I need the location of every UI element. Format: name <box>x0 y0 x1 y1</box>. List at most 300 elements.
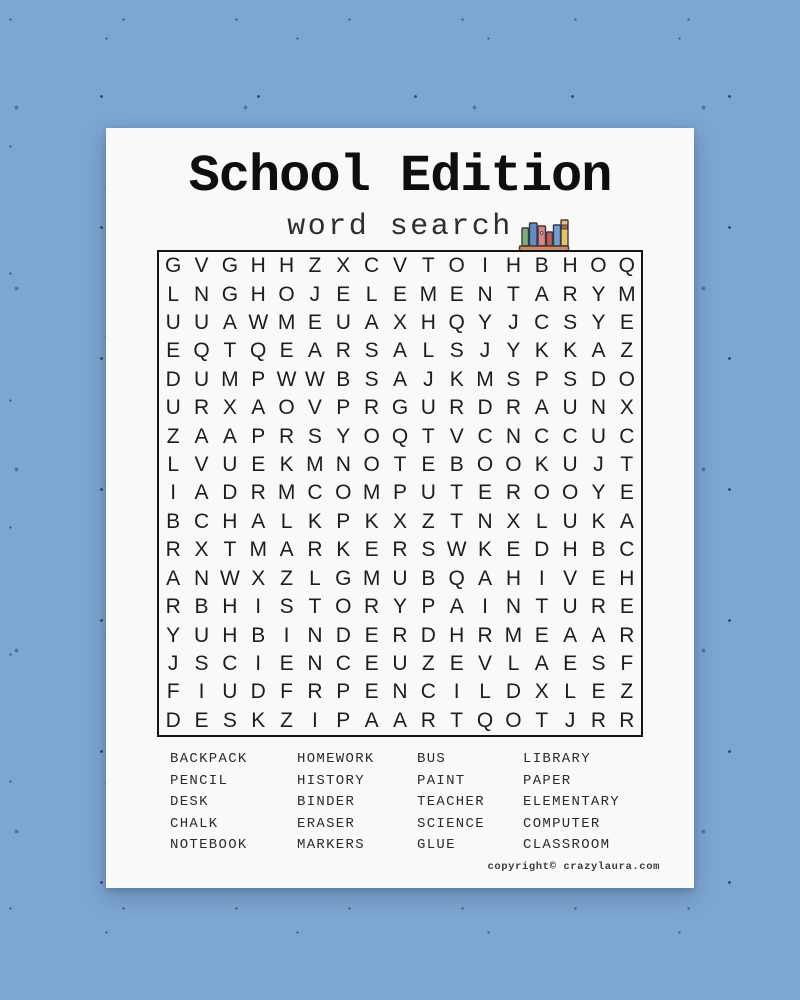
grid-letter: N <box>193 566 210 590</box>
copyright-text: copyright© crazylaura.com <box>487 861 660 873</box>
grid-letter: T <box>223 339 237 363</box>
grid-letter: U <box>335 311 351 335</box>
grid-letter: Z <box>280 708 293 732</box>
grid-letter: U <box>562 396 578 420</box>
grid-letter: R <box>619 623 635 647</box>
word-item: ERASER <box>297 815 356 832</box>
grid-letter: E <box>591 680 606 704</box>
grid-letter: E <box>279 651 294 675</box>
grid-letter: E <box>619 481 634 505</box>
word-item: PENCIL <box>170 772 229 789</box>
worksheet-paper <box>106 128 694 888</box>
grid-letter: L <box>422 339 435 363</box>
grid-letter: M <box>221 367 239 391</box>
grid-letter: X <box>194 538 209 562</box>
grid-letter: U <box>193 311 210 335</box>
grid-letter: P <box>336 509 351 533</box>
word-item: CHALK <box>170 815 219 832</box>
grid-letter: K <box>279 453 294 477</box>
grid-letter: X <box>222 396 237 420</box>
grid-letter: D <box>420 623 436 647</box>
grid-letter: N <box>307 651 323 675</box>
grid-letter: K <box>307 509 322 533</box>
grid-letter: R <box>420 708 436 732</box>
grid-letter: E <box>619 311 634 335</box>
word-item: SCIENCE <box>417 815 485 832</box>
grid-letter: E <box>194 708 209 732</box>
grid-letter: A <box>534 282 549 306</box>
grid-letter: Z <box>280 566 293 590</box>
grid-letter: N <box>590 396 607 420</box>
grid-letter: L <box>564 680 576 704</box>
grid-letter: S <box>506 367 521 391</box>
grid-letter: M <box>419 282 438 306</box>
grid-letter: N <box>392 680 408 704</box>
grid-letter: R <box>250 481 266 505</box>
grid-letter: H <box>222 623 238 647</box>
grid-letter: I <box>482 254 488 278</box>
grid-letter: W <box>446 538 467 562</box>
grid-letter: E <box>619 595 634 619</box>
grid-letter: C <box>619 424 635 448</box>
grid-letter: E <box>166 339 181 363</box>
word-item: BUS <box>417 751 447 767</box>
grid-letter: E <box>591 566 606 590</box>
grid-letter: L <box>365 282 378 306</box>
grid-letter: M <box>504 623 523 647</box>
grid-letter: O <box>618 367 635 391</box>
grid-letter: W <box>305 367 325 391</box>
grid-letter: V <box>449 424 464 448</box>
grid-letter: I <box>482 595 488 619</box>
grid-letter: D <box>477 396 493 420</box>
grid-letter: A <box>364 311 379 335</box>
grid-letter: H <box>505 566 521 590</box>
grid-letter: Q <box>448 311 465 335</box>
grid-letter: H <box>278 254 295 278</box>
grid-letter: R <box>505 396 521 420</box>
grid-letter: T <box>620 453 634 477</box>
grid-letter: J <box>508 311 519 335</box>
word-item: PAINT <box>417 772 466 789</box>
grid-letter: O <box>448 254 465 278</box>
grid-letter: T <box>535 595 549 619</box>
grid-letter: O <box>335 481 352 505</box>
grid-letter: Z <box>421 651 435 675</box>
grid-letter: S <box>364 367 379 391</box>
grid-letter: E <box>364 651 379 675</box>
grid-letter: R <box>562 282 578 306</box>
grid-letter: R <box>619 708 635 732</box>
grid-letter: A <box>449 595 464 619</box>
grid-letter: E <box>563 651 578 675</box>
grid-letter: E <box>392 282 407 306</box>
grid-letter: N <box>335 453 351 477</box>
grid-letter: M <box>277 481 296 505</box>
grid-letter: N <box>505 595 521 619</box>
grid-letter: S <box>591 651 606 675</box>
grid-letter: D <box>165 708 181 732</box>
grid-letter: X <box>392 311 407 335</box>
grid-letter: F <box>166 680 180 704</box>
grid-letter: E <box>279 339 294 363</box>
grid-letter: T <box>535 708 549 732</box>
grid-letter: R <box>335 339 351 363</box>
grid-letter: C <box>222 651 238 675</box>
grid-letter: Y <box>506 339 521 363</box>
grid-letter: O <box>561 481 579 505</box>
grid-letter: Y <box>591 282 606 306</box>
grid-letter: C <box>619 538 635 562</box>
grid-letter: A <box>392 339 407 363</box>
grid-letter: D <box>222 481 238 505</box>
grid-letter: O <box>590 254 607 278</box>
bookshelf-icon <box>518 212 570 254</box>
grid-letter: L <box>479 680 491 704</box>
grid-letter: O <box>533 481 550 505</box>
grid-letter: O <box>476 453 494 477</box>
word-list <box>170 749 620 857</box>
grid-letter: D <box>505 680 521 704</box>
grid-letter: H <box>505 254 521 278</box>
grid-letter: L <box>167 282 180 306</box>
word-item: HOMEWORK <box>297 751 375 767</box>
grid-letter: K <box>449 367 464 391</box>
grid-letter: T <box>393 453 407 477</box>
grid-letter: C <box>335 651 351 675</box>
grid-letter: L <box>507 651 520 675</box>
word-item: NOTEBOOK <box>170 837 248 853</box>
grid-letter: A <box>166 566 181 590</box>
grid-letter: K <box>563 339 578 363</box>
grid-letter: S <box>449 339 464 363</box>
grid-letter: P <box>336 396 351 420</box>
grid-letter: A <box>478 566 493 590</box>
grid-letter: Y <box>336 424 351 448</box>
grid-letter: K <box>364 509 379 533</box>
grid-letter: R <box>392 538 408 562</box>
grid-letter: A <box>563 623 578 647</box>
grid-letter: V <box>194 254 209 278</box>
grid-letter: E <box>534 623 549 647</box>
grid-letter: E <box>449 651 464 675</box>
grid-letter: N <box>505 424 521 448</box>
grid-letter: J <box>479 339 491 363</box>
grid-letter: C <box>420 680 436 704</box>
grid-letter: R <box>590 708 607 732</box>
grid-letter: A <box>279 538 294 562</box>
grid-letter: Z <box>620 339 634 363</box>
word-item: BACKPACK <box>170 751 248 767</box>
grid-letter: N <box>193 282 210 306</box>
grid-letter: H <box>449 623 465 647</box>
word-item: MARKERS <box>297 837 365 853</box>
grid-letter: T <box>308 595 322 619</box>
grid-letter: N <box>477 282 493 306</box>
word-item: HISTORY <box>297 772 365 789</box>
grid-letter: D <box>165 367 181 391</box>
grid-letter: E <box>364 538 379 562</box>
grid-letter: B <box>421 566 436 590</box>
grid-letter: M <box>306 453 324 477</box>
word-item: LIBRARY <box>523 751 591 767</box>
grid-letter: A <box>534 651 549 675</box>
grid-letter: A <box>251 396 266 420</box>
grid-letter: I <box>255 595 262 619</box>
word-item: COMPUTER <box>523 815 601 832</box>
grid-letter: M <box>362 481 381 505</box>
grid-letter: D <box>250 680 266 704</box>
grid-letter: H <box>562 538 578 562</box>
grid-letter: I <box>453 680 460 704</box>
word-list-column <box>523 749 620 857</box>
grid-letter: P <box>336 708 351 732</box>
grid-letter: L <box>309 566 321 590</box>
grid-letter: L <box>535 509 548 533</box>
grid-letter: C <box>534 311 550 335</box>
grid-letter: C <box>477 424 493 448</box>
grid-letter: U <box>193 623 210 647</box>
grid-letter: V <box>392 254 407 278</box>
grid-letter: P <box>251 424 266 448</box>
grid-letter: O <box>278 396 295 420</box>
grid-letter: X <box>506 509 521 533</box>
grid-letter: R <box>165 538 181 562</box>
grid-letter: T <box>421 424 435 448</box>
grid-letter: A <box>392 708 407 732</box>
word-list-column <box>170 749 297 857</box>
grid-letter: R <box>193 396 210 420</box>
word-list-column <box>417 749 523 857</box>
grid-letter: Y <box>392 595 407 619</box>
grid-letter: S <box>222 708 237 732</box>
grid-letter: R <box>392 623 408 647</box>
grid-letter: O <box>335 595 352 619</box>
grid-letter: P <box>336 680 351 704</box>
grid-letter: K <box>591 509 606 533</box>
grid-letter: S <box>421 538 436 562</box>
grid-letter: Q <box>476 708 494 732</box>
page-title: School Edition <box>188 147 612 206</box>
grid-letter: K <box>478 538 493 562</box>
grid-letter: D <box>335 623 351 647</box>
grid-letter: Q <box>250 339 267 363</box>
grid-letter: H <box>250 282 266 306</box>
grid-letter: W <box>248 311 269 335</box>
word-item: PAPER <box>523 772 572 789</box>
word-search-grid <box>157 250 643 737</box>
grid-letter: M <box>362 566 381 590</box>
grid-letter: H <box>562 254 578 278</box>
grid-letter: I <box>198 680 205 704</box>
grid-letter: B <box>251 623 266 647</box>
grid-letter: M <box>249 538 267 562</box>
grid-letter: K <box>336 538 351 562</box>
grid-letter: H <box>619 566 635 590</box>
grid-letter: R <box>307 680 323 704</box>
grid-letter: J <box>593 453 604 477</box>
grid-letter: R <box>505 481 521 505</box>
grid-letter: R <box>278 424 295 448</box>
grid-letter: A <box>194 481 209 505</box>
grid-letter: N <box>307 623 323 647</box>
grid-letter: K <box>251 708 266 732</box>
grid-letter: T <box>506 282 520 306</box>
grid-letter: W <box>276 367 297 391</box>
grid-letter: U <box>222 680 238 704</box>
grid-letter: O <box>363 424 380 448</box>
grid-letter: U <box>222 453 238 477</box>
grid-letter: C <box>307 481 323 505</box>
grid-letter: A <box>307 339 322 363</box>
grid-letter: G <box>221 282 239 306</box>
grid-letter: Y <box>478 311 493 335</box>
grid-letter: V <box>307 396 322 420</box>
grid-letter: R <box>364 396 380 420</box>
grid-letter: E <box>506 538 521 562</box>
grid-letter: Q <box>618 254 635 278</box>
grid-letter: Z <box>166 424 180 448</box>
grid-letter: Z <box>620 680 634 704</box>
grid-letter: A <box>392 367 407 391</box>
grid-letter: U <box>562 595 578 619</box>
grid-letter: E <box>336 282 351 306</box>
grid-letter: E <box>364 623 379 647</box>
grid-letter: G <box>335 566 352 590</box>
grid-letter: B <box>194 595 209 619</box>
grid-letter: E <box>478 481 493 505</box>
grid-letter: H <box>222 509 238 533</box>
grid-letter: S <box>563 311 578 335</box>
grid-letter: J <box>167 651 179 675</box>
grid-letter: U <box>193 367 210 391</box>
grid-letter: A <box>251 509 266 533</box>
grid-letter: U <box>562 453 578 477</box>
grid-letter: T <box>421 254 435 278</box>
grid-letter: O <box>278 282 295 306</box>
grid-letter: F <box>620 651 634 675</box>
word-item: DESK <box>170 794 209 810</box>
grid-letter: E <box>251 453 266 477</box>
grid-letter: H <box>222 595 238 619</box>
grid-letter: C <box>193 509 210 533</box>
grid-letter: X <box>251 566 266 590</box>
grid-letter: A <box>222 424 237 448</box>
grid-letter: Y <box>591 311 606 335</box>
word-item: ELEMENTARY <box>523 794 621 810</box>
grid-letter: C <box>562 424 578 448</box>
grid-letter: X <box>336 254 351 278</box>
word-item: TEACHER <box>417 794 485 810</box>
grid-letter: U <box>165 311 181 335</box>
grid-letter: R <box>364 595 380 619</box>
grid-letter: O <box>363 453 380 477</box>
grid-letter: T <box>450 481 464 505</box>
grid-letter: C <box>364 254 380 278</box>
grid-letter: J <box>564 708 576 732</box>
grid-letter: P <box>421 595 436 619</box>
grid-letter: K <box>534 339 549 363</box>
grid-letter: B <box>534 254 549 278</box>
grid-letter: U <box>392 651 408 675</box>
grid-letter: J <box>423 367 434 391</box>
grid-letter: R <box>307 538 323 562</box>
word-list-column <box>297 749 417 857</box>
grid-letter: S <box>279 595 294 619</box>
word-item: GLUE <box>417 837 456 853</box>
grid-letter: E <box>307 311 322 335</box>
grid-letter: M <box>476 367 494 391</box>
grid-letter: A <box>534 396 549 420</box>
grid-letter: S <box>194 651 209 675</box>
grid-letter: A <box>591 339 606 363</box>
grid-letter: Q <box>448 566 465 590</box>
grid-letter: G <box>165 254 182 278</box>
grid-letter: R <box>590 595 607 619</box>
grid-letter: I <box>312 708 318 732</box>
grid-letter: A <box>619 509 634 533</box>
word-item: CLASSROOM <box>523 837 611 853</box>
grid-letter: P <box>251 367 266 391</box>
grid-letter: E <box>449 282 464 306</box>
grid-letter: U <box>392 566 408 590</box>
grid-letter: B <box>336 367 351 391</box>
grid-letter: A <box>364 708 379 732</box>
word-item: BINDER <box>297 794 356 810</box>
grid-letter: R <box>165 595 181 619</box>
grid-letter: T <box>450 509 464 533</box>
grid-letter: X <box>392 509 407 533</box>
grid-letter: I <box>538 566 545 590</box>
grid-letter: L <box>167 453 180 477</box>
subtitle-row <box>106 210 694 244</box>
grid-letter: J <box>309 282 321 306</box>
grid-letter: T <box>450 708 464 732</box>
grid-letter: O <box>505 453 522 477</box>
grid-letter: S <box>364 339 379 363</box>
grid-letter: U <box>562 509 578 533</box>
grid-letter: F <box>280 680 293 704</box>
grid-letter: R <box>477 623 493 647</box>
grid-letter: L <box>280 509 293 533</box>
grid-letter: U <box>420 396 436 420</box>
grid-letter: G <box>391 396 409 420</box>
grid-letter: V <box>478 651 493 675</box>
grid-letter: I <box>283 623 290 647</box>
grid-letter: U <box>165 396 181 420</box>
grid-letter: Z <box>308 254 322 278</box>
grid-letter: B <box>166 509 181 533</box>
grid-letter: H <box>420 311 436 335</box>
grid-letter: X <box>619 396 634 420</box>
grid-letter: V <box>563 566 578 590</box>
grid-letter: C <box>534 424 550 448</box>
grid-letter: Y <box>591 481 606 505</box>
grid-letter: I <box>170 481 177 505</box>
grid-letter: U <box>420 481 436 505</box>
grid-letter: A <box>222 311 237 335</box>
grid-letter: E <box>421 453 436 477</box>
grid-letter: R <box>449 396 465 420</box>
grid-letter: V <box>194 453 209 477</box>
grid-letter: Q <box>391 424 409 448</box>
grid-letter: X <box>534 680 549 704</box>
grid-letter: I <box>255 651 262 675</box>
grid-letter: P <box>534 367 549 391</box>
grid-letter: W <box>219 566 240 590</box>
grid-letter: S <box>563 367 578 391</box>
grid-letter: H <box>250 254 266 278</box>
